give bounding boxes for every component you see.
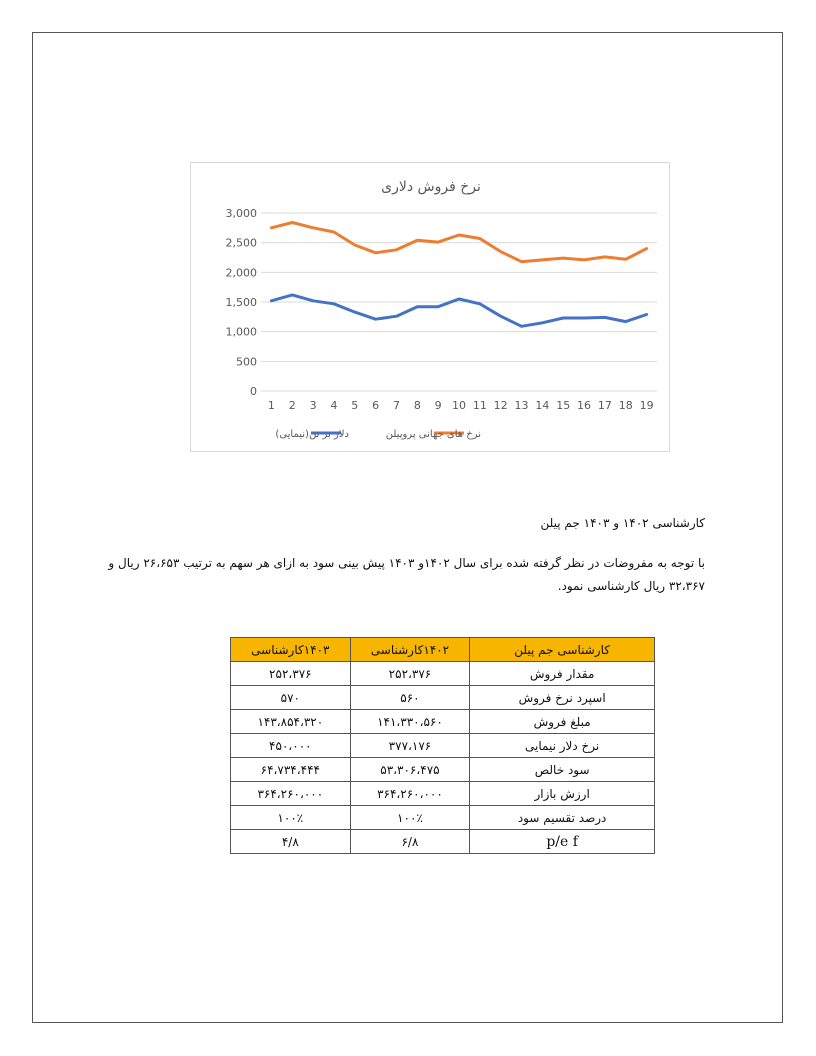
row-value-1402: ۵۳،۳۰۶،۴۷۵ [350, 758, 470, 782]
row-value-1403: ۱۴۳،۸۵۴،۳۲۰ [231, 710, 351, 734]
x-tick-label: 10 [452, 399, 466, 412]
x-tick-label: 11 [472, 399, 487, 412]
body-paragraph: با توجه به مفروضات در نظر گرفته شده برای سال ۱۴۰۲و ۱۴۰۳ پیش بینی سود به ازای هر سهم به ترتیب ۲۶،۶۵۳ ریال و ۳۲،۳۶۷ ریال کارشناسی نمود. [108, 556, 705, 593]
table-row [231, 806, 655, 830]
table-row [231, 734, 655, 758]
row-label: اسپرد نرخ فروش [470, 686, 655, 710]
table-row [231, 686, 655, 710]
table-row [231, 782, 655, 806]
series-line-2 [271, 223, 646, 262]
header-label: کارشناسی جم پیلن [470, 638, 655, 662]
y-tick-label: 500 [236, 355, 257, 369]
series-line-1 [271, 295, 646, 326]
x-tick-label: 4 [330, 399, 338, 412]
x-tick-label: 17 [597, 399, 612, 412]
row-value-1403: ۵۷۰ [231, 686, 351, 710]
y-tick-label: 3,000 [225, 207, 257, 220]
legend-label-1: نرخ های جهانی پروپیلن [385, 429, 481, 440]
row-value-1403: ۱۰۰٪ [231, 806, 351, 830]
chart-title: نرخ فروش دلاری [381, 179, 481, 195]
x-tick-label: 8 [413, 399, 421, 412]
x-tick-label: 5 [351, 399, 359, 412]
row-label: مقدار فروش [470, 662, 655, 686]
y-tick-label: 1,500 [225, 296, 257, 309]
row-label: نرخ دلار نیمایی [470, 734, 655, 758]
x-tick-label: 18 [618, 399, 633, 412]
x-tick-label: 3 [309, 399, 317, 412]
row-value-1403: ۶۴،۷۳۴،۴۴۴ [231, 758, 351, 782]
row-value-1402: ۳۷۷،۱۷۶ [350, 734, 470, 758]
x-tick-label: 14 [535, 399, 550, 412]
row-value-1403: ۳۶۴،۲۶۰،۰۰۰ [231, 782, 351, 806]
row-label: درصد تقسیم سود [470, 806, 655, 830]
table-row [231, 758, 655, 782]
x-tick-label: 2 [288, 399, 296, 412]
valuation-table [230, 637, 655, 854]
x-tick-label: 15 [556, 399, 571, 412]
row-value-1402: ۲۵۲،۳۷۶ [350, 662, 470, 686]
header-1403: ۱۴۰۳کارشناسی [231, 638, 351, 662]
y-tick-label: 1,000 [225, 325, 257, 339]
x-tick-label: 1 [267, 399, 275, 412]
header-1402: ۱۴۰۲کارشناسی [350, 638, 470, 662]
x-tick-label: 13 [514, 399, 529, 412]
y-tick-label: 0 [250, 385, 257, 398]
row-label: ارزش بازار [470, 782, 655, 806]
x-tick-label: 19 [639, 399, 654, 412]
table-row [231, 830, 655, 854]
row-value-1403: ۲۵۲،۳۷۶ [231, 662, 351, 686]
row-value-1402: ۱۴۱،۳۳۰،۵۶۰ [350, 710, 470, 734]
x-tick-label: 12 [493, 399, 508, 412]
table-header-row [231, 638, 655, 662]
x-tick-label: 7 [392, 399, 400, 412]
row-value-1402: ۶/۸ [350, 830, 470, 854]
x-tick-label: 9 [434, 399, 442, 412]
line-chart [190, 162, 670, 452]
row-label: p/e f [470, 830, 655, 854]
table-row [231, 710, 655, 734]
row-value-1403: ۴۵۰،۰۰۰ [231, 734, 351, 758]
x-tick-label: 16 [577, 399, 592, 412]
row-label: سود خالص [470, 758, 655, 782]
row-value-1402: ۳۶۴،۲۶۰،۰۰۰ [350, 782, 470, 806]
table-row [231, 662, 655, 686]
legend-label-2: دلار بر تن(نیمایی) [275, 429, 349, 440]
y-tick-label: 2,000 [225, 266, 257, 280]
row-value-1403: ۴/۸ [231, 830, 351, 854]
row-value-1402: ۵۶۰ [350, 686, 470, 710]
chart-svg [191, 163, 671, 453]
row-value-1402: ۱۰۰٪ [350, 806, 470, 830]
y-tick-label: 2,500 [225, 236, 257, 250]
x-tick-label: 6 [372, 399, 380, 412]
section-heading: کارشناسی ۱۴۰۲ و ۱۴۰۳ جم پیلن [540, 516, 705, 530]
row-label: مبلغ فروش [470, 710, 655, 734]
